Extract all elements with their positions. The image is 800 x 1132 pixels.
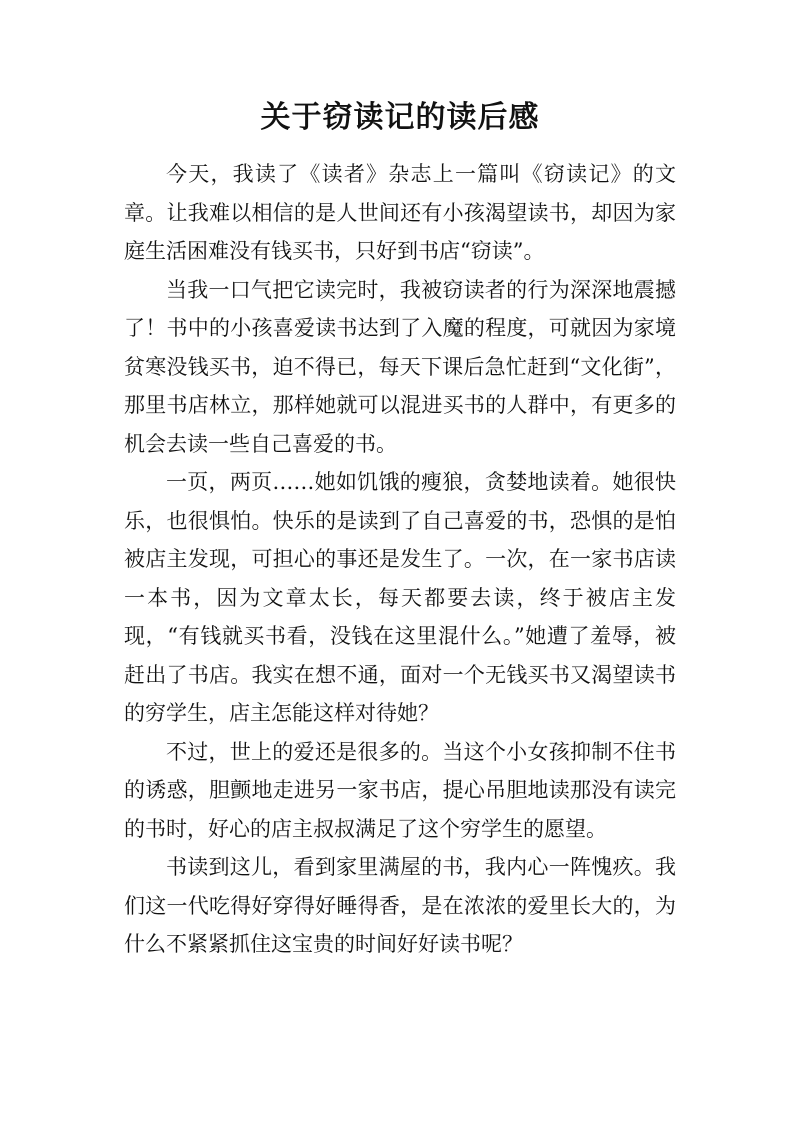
document-title: 关于窃读记的读后感 xyxy=(260,100,540,135)
paragraph: 今天，我读了《读者》杂志上一篇叫《窃读记》的文章。让我难以相信的是人世间还有小孩渴望读书，却因为家庭生活困难没有钱买书，只好到书店“窃读”。 xyxy=(124,162,676,263)
document-body xyxy=(124,155,676,964)
paragraph: 不过，世上的爱还是很多的。当这个小女孩抑制不住书的诱惑，胆颤地走进另一家书店，提心吊胆地读那没有读完的书时，好心的店主叔叔满足了这个穷学生的愿望。 xyxy=(124,739,676,841)
paragraph: 当我一口气把它读完时，我被窃读者的行为深深地震撼了！书中的小孩喜爱读书达到了入魔的程度，可就因为家境贫寒没钱买书，迫不得已，每天下课后急忙赶到“文化街”，那里书店林立，那样她就可以混进买书的人群中，有更多的机会去读一些自己喜爱的书。 xyxy=(124,277,676,456)
paragraph: 一页，两页……她如饥饿的瘦狼，贪婪地读着。她很快乐，也很惧怕。快乐的是读到了自己喜爱的书，恐惧的是怕被店主发现，可担心的事还是发生了。一次，在一家书店读一本书，因为文章太长，每天都要去读，终于被店主发现，“有钱就买书看，没钱在这里混什么。”她遭了羞辱，被赶出了书店。我实在想不通，面对一个无钱买书又渴望读书的穷学生，店主怎能这样对待她？ xyxy=(124,470,676,725)
paragraph: 书读到这儿，看到家里满屋的书，我内心一阵愧疚。我们这一代吃得好穿得好睡得香，是在浓浓的爱里长大的，为什么不紧紧抓住这宝贵的时间好好读书呢？ xyxy=(124,855,676,956)
